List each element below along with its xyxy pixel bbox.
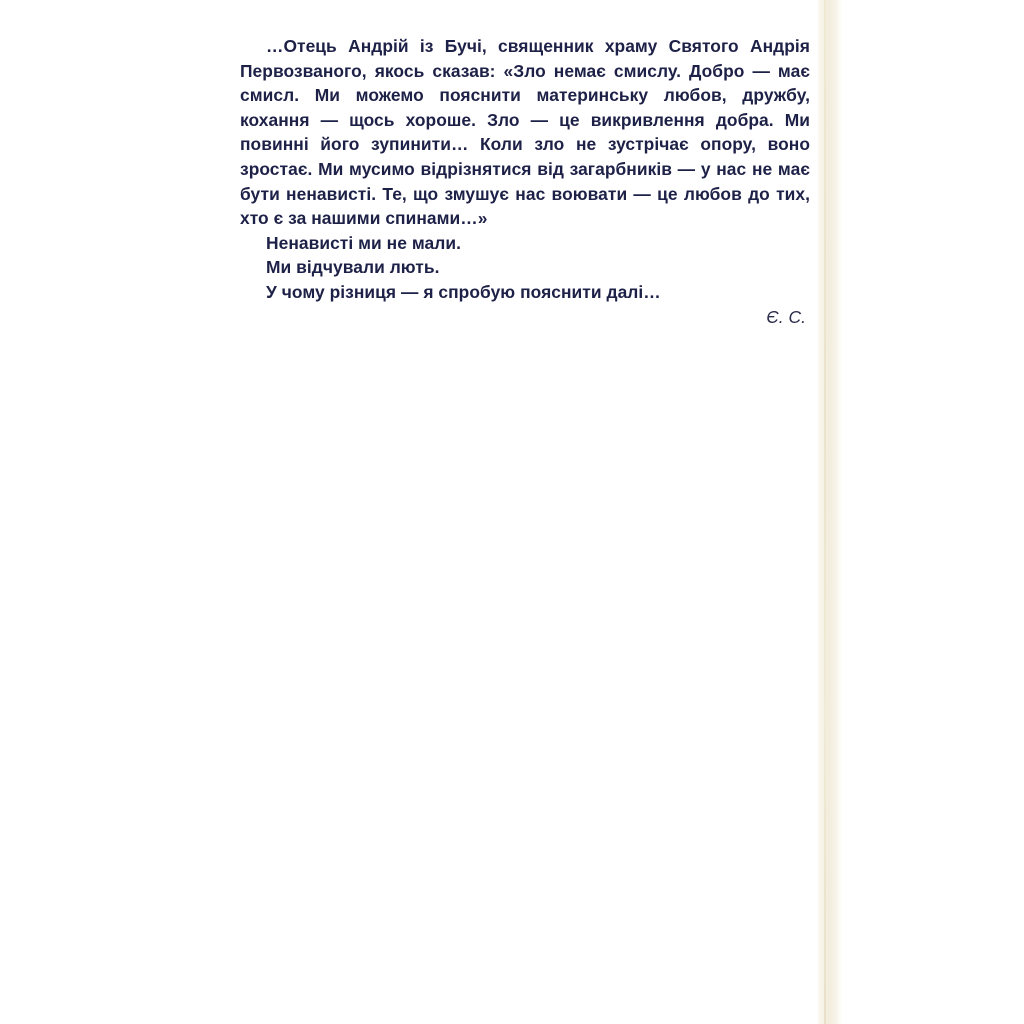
author-signature: Є. С. bbox=[766, 306, 806, 327]
page-edge-shadow bbox=[818, 0, 842, 1024]
paragraph-fury: Ми відчували лють. bbox=[266, 257, 440, 278]
paragraph-no-hatred: Ненависті ми не мали. bbox=[266, 232, 461, 253]
text-block bbox=[240, 34, 810, 329]
paragraph-difference: У чому різниця — я спробую пояснити далі… bbox=[266, 281, 661, 302]
quote-paragraph: …Отець Андрій із Бучі, священник храму Святого Андрія Первозваного, якось сказав: «Зло немає смислу. Добро — має смисл. Ми можемо пояснити материнську любов, дружбу, кохання — щось хороше. Зло — це викривлення добра. Ми повинні його зупинити… Коли зло не зустрічає опору, воно зростає. Ми мусимо відрізнятися від загарбників — у нас не має бути ненависті. Те, що змушує нас воювати — це любов до тих, хто є за нашими спинами…» bbox=[240, 36, 810, 229]
page-edge-line bbox=[824, 0, 826, 1024]
